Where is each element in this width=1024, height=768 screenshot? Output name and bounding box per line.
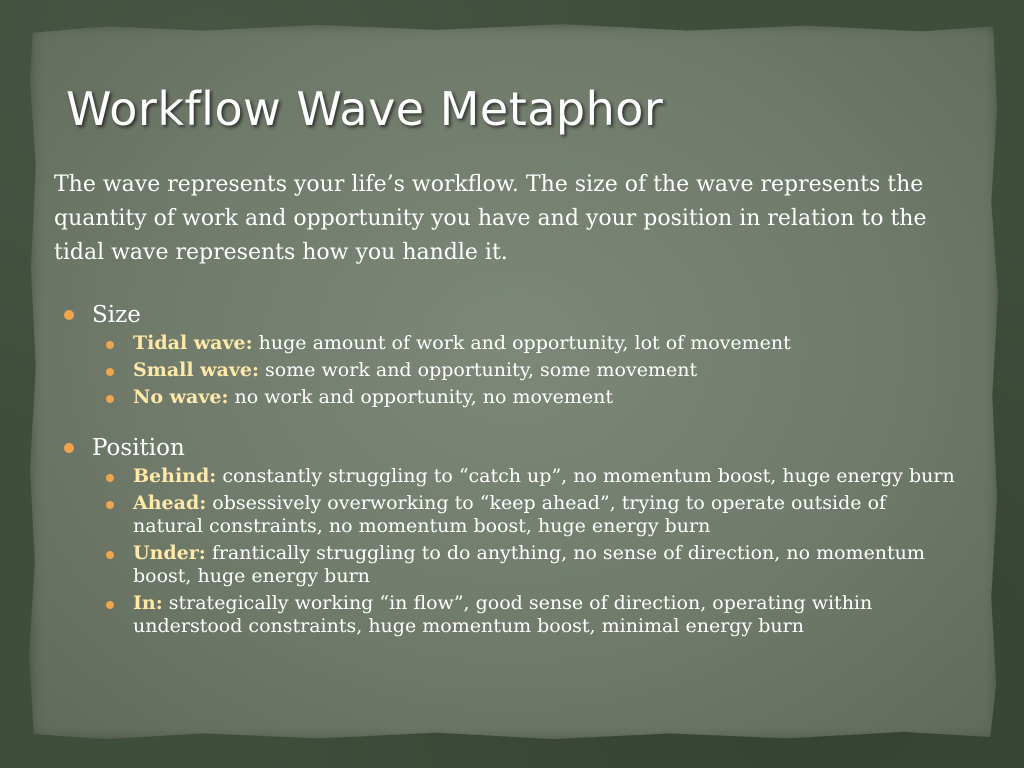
item-text: obsessively overworking to “keep ahead”, trying to operate outside of natural constraints, no momentum boost, huge energy burn — [133, 492, 887, 537]
item-term: In: — [133, 592, 163, 614]
list-item — [92, 465, 960, 488]
item-text: no work and opportunity, no movement — [228, 386, 614, 408]
item-term: Under: — [133, 542, 206, 564]
bullet-dot-icon — [106, 474, 114, 482]
list-item — [92, 542, 960, 588]
bullet-dot-icon — [106, 501, 114, 509]
item-text: strategically working “in flow”, good sense of direction, operating within understood constraints, huge momentum boost, minimal energy burn — [133, 592, 873, 637]
list-item — [92, 492, 960, 538]
list-item — [92, 386, 960, 409]
sub-list — [92, 332, 960, 409]
intro-paragraph: The wave represents your life’s workflow. The size of the wave represents the quantity of work and opportunity you have and your position in relation to the tidal wave represents how you handle it. — [54, 172, 927, 265]
item-term: Ahead: — [133, 492, 207, 514]
bullet-content — [60, 298, 960, 660]
section-heading: Position — [92, 435, 185, 461]
section-size — [60, 298, 960, 409]
bullet-dot-icon — [106, 368, 114, 376]
item-term: Tidal wave: — [133, 332, 253, 354]
list-item — [92, 332, 960, 355]
item-text: some work and opportunity, some movement — [259, 359, 698, 381]
bullet-dot-icon — [64, 310, 74, 320]
section-position — [60, 431, 960, 638]
list-item — [92, 359, 960, 382]
section-list — [60, 298, 960, 638]
sub-list — [92, 465, 960, 638]
bullet-dot-icon — [106, 395, 114, 403]
list-item — [92, 592, 960, 638]
bullet-dot-icon — [64, 443, 74, 453]
section-heading: Size — [92, 302, 141, 328]
slide-title: Workflow Wave Metaphor — [66, 82, 664, 136]
item-text: frantically struggling to do anything, no sense of direction, no momentum boost, huge energy burn — [133, 542, 925, 587]
bullet-dot-icon — [106, 341, 114, 349]
bullet-dot-icon — [106, 551, 114, 559]
item-text: huge amount of work and opportunity, lot of movement — [252, 332, 791, 354]
bullet-dot-icon — [106, 601, 114, 609]
item-text: constantly struggling to “catch up”, no momentum boost, huge energy burn — [216, 465, 955, 487]
item-term: No wave: — [133, 386, 229, 408]
item-term: Small wave: — [133, 359, 259, 381]
item-term: Behind: — [133, 465, 217, 487]
